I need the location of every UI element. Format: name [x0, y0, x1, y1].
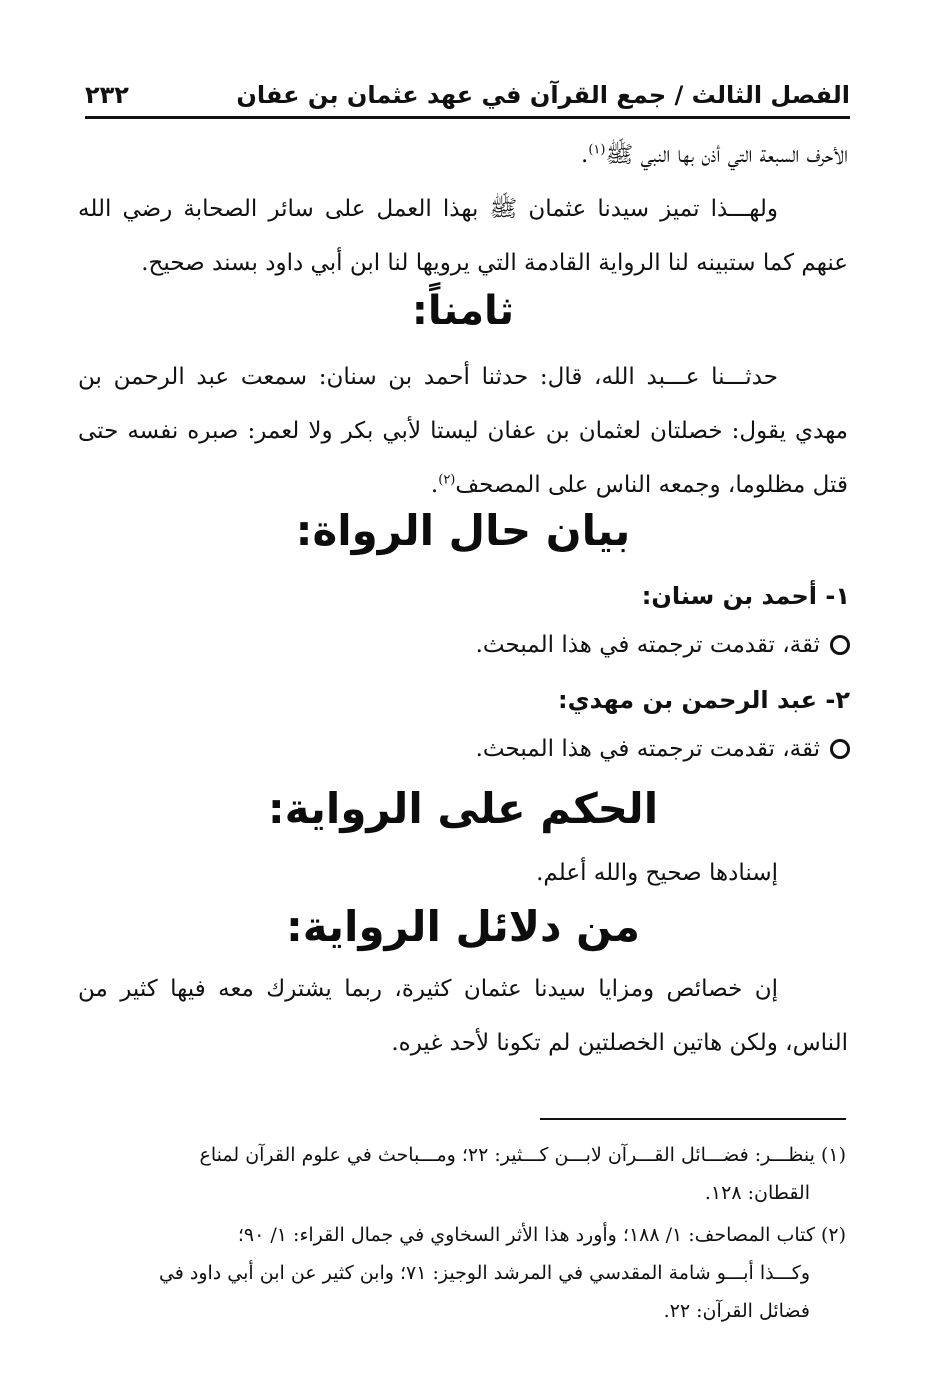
- narrator-1-name: ١- أحمد بن سنان:: [641, 582, 850, 610]
- ruling-text: إسنادها صحيح والله أعلم.: [536, 860, 778, 886]
- heading-significance: من دلائل الرواية:: [286, 902, 640, 951]
- chapter-title: الفصل الثالث / جمع القرآن في عهد عثمان بن عفان: [236, 81, 850, 109]
- narrator-2-note: [476, 736, 850, 762]
- heading-ruling: الحكم على الرواية:: [267, 784, 659, 833]
- page-number: ٢٣٢: [85, 81, 129, 109]
- paragraph-1-text: الأحرف السبعة التي أذن بها النبي ﷺ: [605, 142, 848, 168]
- footnote-2-line-1: (٢) كتاب المصاحف: ١/ ١٨٨؛ وأورد هذا الأثر السخاوي في جمال القراء: ١/ ٩٠؛: [237, 1224, 846, 1246]
- footnote-ref-1: (١): [588, 142, 606, 158]
- narration-text: حدثـــنا عـــبد الله، قال: حدثنا أحمد بن سنان: سمعت عبد الرحمن بن مهدي يقول: خصلتان لعثمان بن عفان ليستا لأبي بكر ولا لعمر: صبره نفسه حتى قتل مظلوما، وجمعه الناس على المصحف: [78, 364, 848, 498]
- paragraph-4: إن خصائص ومزايا سيدنا عثمان كثيرة، ربما يشترك معه فيها كثير من الناس، ولكن هاتين الخصلتين لم تكونا لأحد غيره.: [78, 976, 848, 1056]
- footnote-ref-2: (٢): [438, 472, 456, 488]
- narrator-1-note: [476, 632, 850, 658]
- running-header: [85, 78, 850, 112]
- paragraph-1-end: .: [581, 142, 589, 168]
- paragraph-2: ولهـــذا تميز سيدنا عثمان ﷺ بهذا العمل على سائر الصحابة رضي الله عنهم كما ستبينه لنا الرواية القادمة التي يرويها لنا ابن أبي داود بسند صحيح.: [78, 196, 848, 276]
- narration-end: .: [430, 472, 439, 498]
- footnote-2-line-3: فضائل القرآن: ٢٢.: [663, 1300, 810, 1322]
- narrator-2-name: ٢- عبد الرحمن بن مهدي:: [557, 686, 850, 714]
- bullet-circle-icon: [830, 739, 850, 759]
- narrator-2-note-text: ثقة، تقدمت ترجمته في هذا المبحث.: [475, 736, 820, 762]
- heading-narrators: بيان حال الرواة:: [295, 506, 631, 555]
- narration-paragraph: [78, 350, 848, 512]
- narrator-1-note-text: ثقة، تقدمت ترجمته في هذا المبحث.: [475, 632, 820, 658]
- paragraph-1: [78, 128, 848, 182]
- footnote-2-line-2: وكـــذا أبـــو شامة المقدسي في المرشد الوجيز: ٧١؛ وابن كثير عن ابن أبي داود في: [158, 1262, 810, 1284]
- header-rule: [85, 116, 850, 119]
- footnote-1-line-1: (١) ينظـــر: فضـــائل القـــرآن لابـــن كـــثير: ٢٢؛ ومـــباحث في علوم القرآن لمناع: [199, 1144, 846, 1166]
- bullet-circle-icon: [830, 635, 850, 655]
- footnote-rule: [540, 1118, 846, 1120]
- heading-eighth: ثامناً:: [411, 288, 515, 334]
- footnote-1-line-2: القطان: ١٢٨.: [704, 1182, 810, 1204]
